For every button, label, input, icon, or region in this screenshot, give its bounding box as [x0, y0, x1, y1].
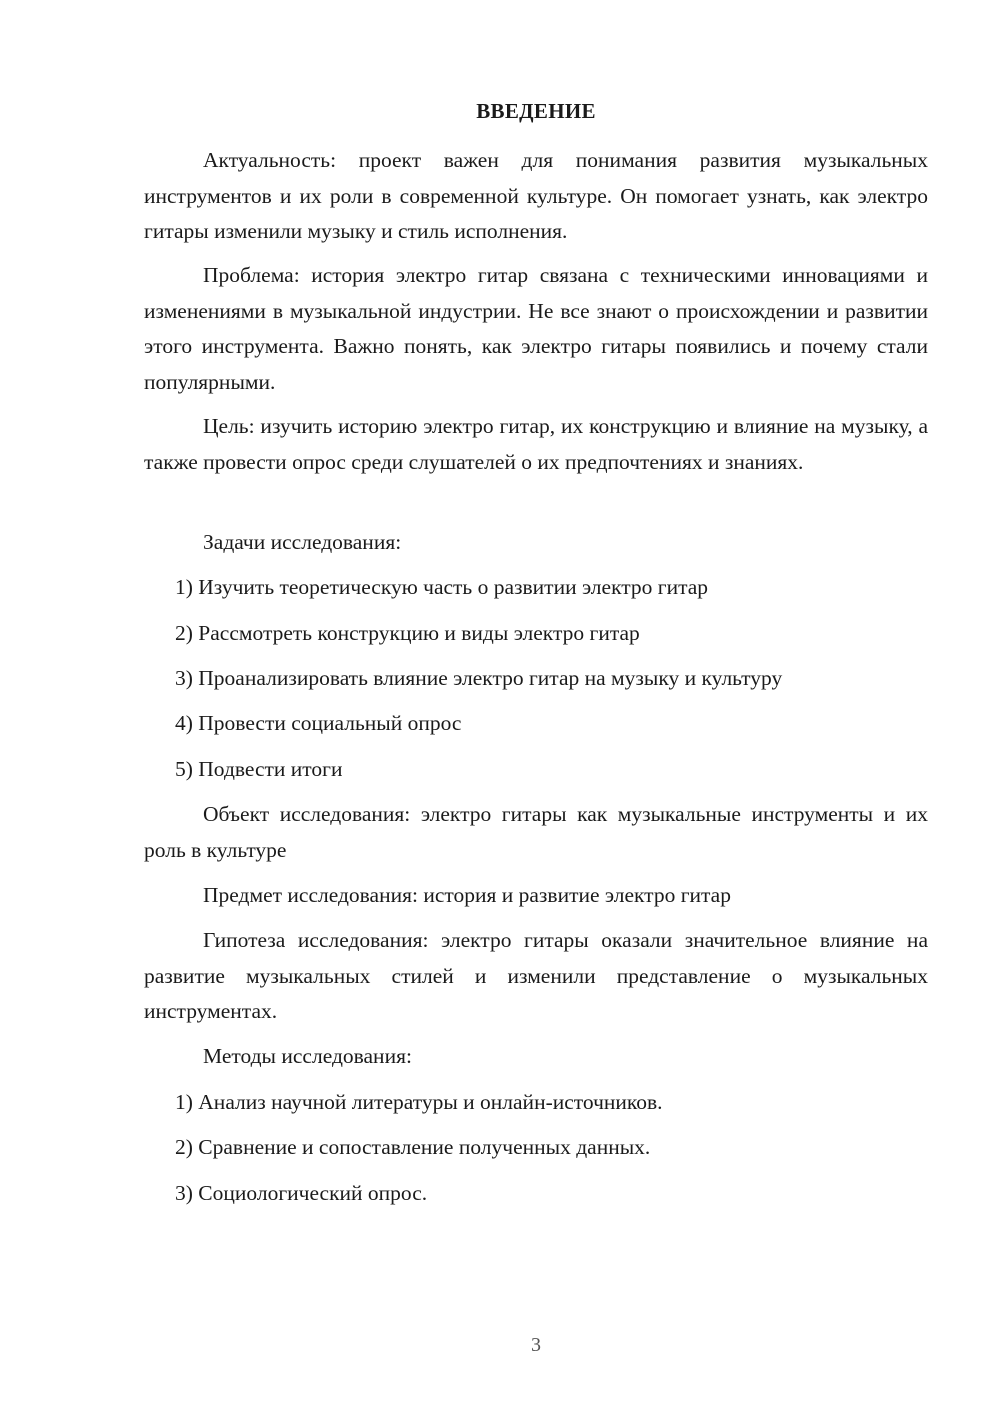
document-page [144, 0, 928, 1414]
task-item: 5) Подвести итоги [175, 757, 343, 781]
object-paragraph: Объект исследования: электро гитары как музыкальные инструменты и их роль в культуре [144, 802, 928, 862]
section-title: ВВЕДЕНИЕ [476, 99, 596, 123]
method-item: 2) Сравнение и сопоставление полученных данных. [175, 1135, 651, 1159]
tasks-heading: Задачи исследования: [203, 530, 402, 554]
task-item: 1) Изучить теоретическую часть о развитии электро гитар [175, 575, 709, 599]
goal-paragraph: Цель: изучить историю электро гитар, их конструкцию и влияние на музыку, а также провести опрос среди слушателей о их предпочтениях и знаниях. [144, 414, 928, 474]
relevance-paragraph: Актуальность: проект важен для понимания развития музыкальных инструментов и их роли в современной культуре. Он помогает узнать, как электро гитары изменили музыку и стиль исполнения. [144, 148, 928, 243]
task-item: 4) Провести социальный опрос [175, 711, 462, 735]
task-item: 2) Рассмотреть конструкцию и виды электро гитар [175, 621, 640, 645]
subject-paragraph: Предмет исследования: история и развитие электро гитар [203, 883, 731, 907]
problem-paragraph: Проблема: история электро гитар связана с техническими инновациями и изменениями в музыкальной индустрии. Не все знают о происхождении и развитии этого инструмента. Важно понять, как электро гитары появились и почему стали популярными. [144, 263, 928, 394]
task-item: 3) Проанализировать влияние электро гитар на музыку и культуру [175, 666, 783, 690]
method-item: 1) Анализ научной литературы и онлайн-источников. [175, 1090, 663, 1114]
page-number: 3 [531, 1334, 541, 1356]
methods-heading: Методы исследования: [203, 1044, 412, 1068]
hypothesis-paragraph: Гипотеза исследования: электро гитары оказали значительное влияние на развитие музыкальных стилей и изменили представление о музыкальных инструментах. [144, 928, 928, 1023]
method-item: 3) Социологический опрос. [175, 1181, 428, 1205]
